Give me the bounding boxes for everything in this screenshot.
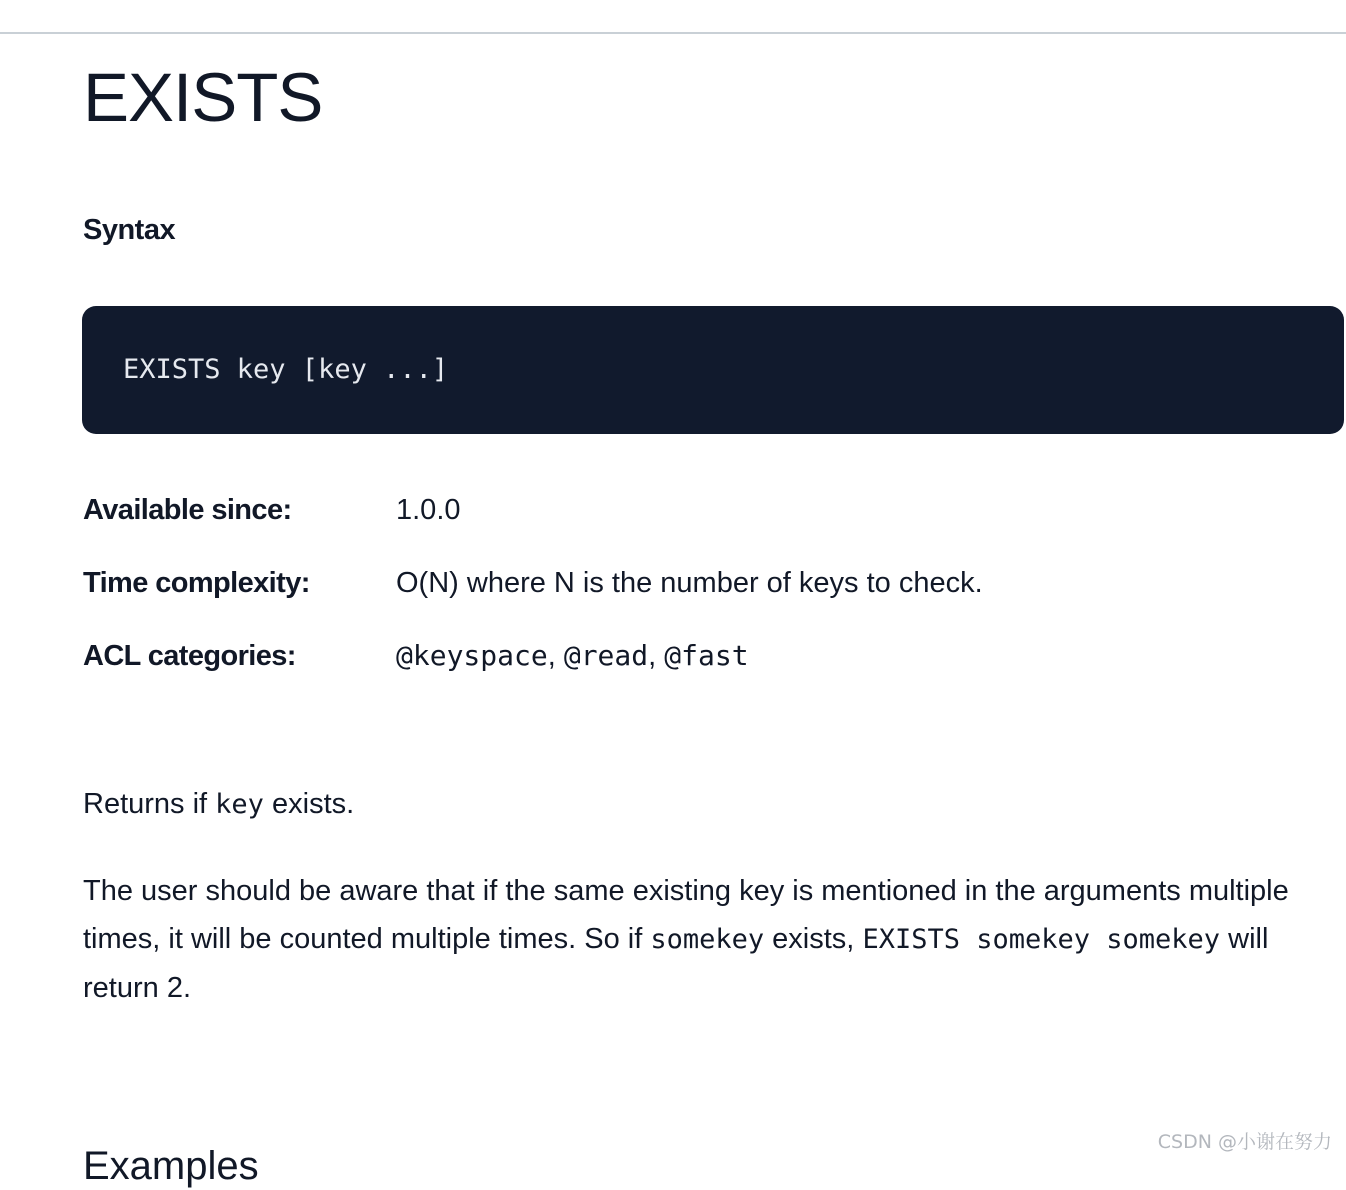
inline-code: key: [215, 789, 264, 820]
top-divider: [0, 32, 1346, 34]
time-complexity-label: Time complexity:: [83, 567, 310, 599]
description-paragraph-1: [83, 780, 1333, 829]
acl-category-link[interactable]: @keyspace: [396, 639, 548, 672]
page-title: EXISTS: [83, 59, 323, 136]
available-since-label: Available since:: [83, 494, 292, 526]
inline-code: EXISTS somekey somekey: [862, 924, 1221, 955]
description-text: will return 2.: [83, 923, 1269, 1004]
acl-separator: ,: [547, 640, 556, 672]
syntax-code: EXISTS key [key ...]: [123, 354, 449, 385]
description-text: The user should be aware that if the same existing key is mentioned in the arguments multiple times, it will be counted multiple times. So if: [83, 875, 1289, 955]
syntax-heading: Syntax: [83, 214, 176, 246]
watermark: CSDN @小谢在努力: [1157, 1131, 1332, 1153]
acl-categories-value: [396, 636, 749, 676]
meta-row-time-complexity: [83, 563, 1346, 603]
acl-category-link[interactable]: @fast: [664, 639, 749, 672]
examples-heading: Examples: [83, 1144, 259, 1188]
inline-code: somekey: [650, 924, 765, 955]
description-text: exists,: [764, 923, 863, 955]
meta-row-available-since: [83, 490, 1346, 530]
meta-row-acl-categories: [83, 636, 1346, 676]
acl-separator: ,: [648, 640, 657, 672]
description-text: Returns if: [83, 788, 216, 820]
description-text: exists.: [263, 788, 355, 820]
acl-category-link[interactable]: @read: [563, 639, 649, 672]
syntax-code-block: [82, 306, 1344, 434]
description-paragraph-2: [83, 867, 1333, 1012]
acl-categories-label: ACL categories:: [83, 640, 296, 672]
available-since-value: 1.0.0: [396, 494, 461, 526]
time-complexity-value: O(N) where N is the number of keys to check.: [396, 567, 983, 599]
